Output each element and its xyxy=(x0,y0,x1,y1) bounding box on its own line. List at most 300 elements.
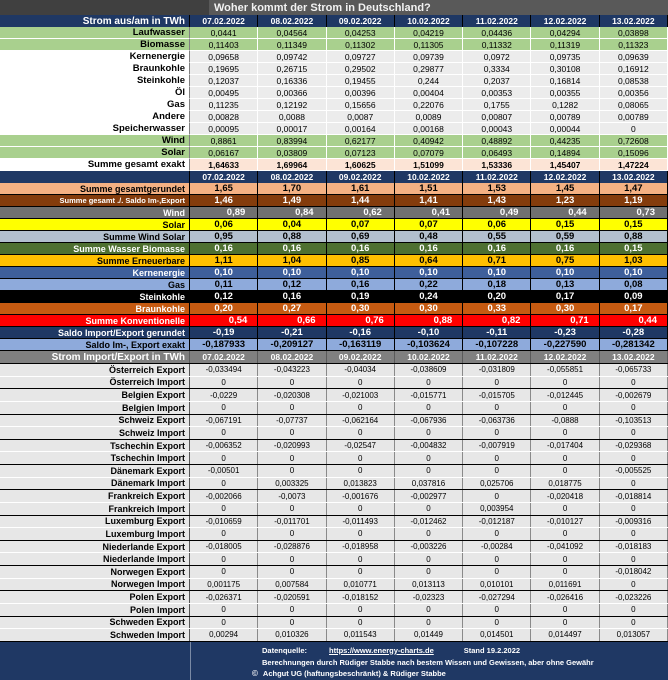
value-cell: -0,209127 xyxy=(258,339,326,351)
value-cell: 0,16 xyxy=(258,291,326,303)
value-cell: -0,10 xyxy=(395,327,463,339)
value-cell: 1,70 xyxy=(258,183,326,195)
row-label: Schweden Import xyxy=(0,629,190,641)
table-row xyxy=(0,63,668,75)
value-cell: 0 xyxy=(600,617,668,629)
title-spacer xyxy=(0,0,209,15)
value-cell: 0 xyxy=(258,402,326,414)
value-cell: 1,45407 xyxy=(531,159,599,171)
row-label: Speicherwasser xyxy=(0,123,190,135)
value-cell: 0,12192 xyxy=(258,99,326,111)
value-cell: 1,65 xyxy=(190,183,258,195)
date-header-cell: 11.02.2022 xyxy=(463,15,531,27)
date-header-cell: 07.02.2022 xyxy=(190,171,258,183)
value-cell: 0,010101 xyxy=(463,579,531,591)
value-cell: 0,95 xyxy=(190,231,258,243)
date-header-cell: 09.02.2022 xyxy=(327,171,395,183)
value-cell: 0 xyxy=(531,452,599,464)
date-header-cell: 13.02.2022 xyxy=(600,171,668,183)
value-cell: 0,09739 xyxy=(395,51,463,63)
value-cell: -0,04034 xyxy=(327,364,395,376)
date-header-cell: 12.02.2022 xyxy=(531,171,599,183)
value-cell: 0 xyxy=(190,377,258,389)
row-label: Summe Konventionelle xyxy=(0,315,190,327)
footer-copyright-line xyxy=(252,669,446,678)
value-cell: 0,018775 xyxy=(531,478,599,490)
value-cell: 0 xyxy=(190,503,258,515)
date-header-cell: 13.02.2022 xyxy=(600,15,668,27)
table-row xyxy=(0,339,668,351)
value-cell: 0 xyxy=(395,427,463,439)
production-header-row xyxy=(0,15,668,27)
value-cell: 0,11235 xyxy=(190,99,258,111)
value-cell: 0,07079 xyxy=(395,147,463,159)
value-cell: 0,11323 xyxy=(600,39,668,51)
value-cell: -0,002066 xyxy=(190,490,258,502)
value-cell: 0,44 xyxy=(531,207,599,219)
value-cell: 0,00095 xyxy=(190,123,258,135)
value-cell: 0,03898 xyxy=(600,27,668,39)
value-cell: 0,001175 xyxy=(190,579,258,591)
value-cell: 0 xyxy=(190,402,258,414)
value-cell: 0,00355 xyxy=(531,87,599,99)
value-cell: -0,107228 xyxy=(463,339,531,351)
value-cell: 0,01449 xyxy=(395,629,463,641)
value-cell: 0 xyxy=(258,566,326,578)
value-cell: -0,02323 xyxy=(395,591,463,603)
value-cell: 0,71 xyxy=(463,255,531,267)
value-cell: 0,10 xyxy=(258,267,326,279)
value-cell: 0,06 xyxy=(190,219,258,231)
value-cell: 1,61 xyxy=(327,183,395,195)
value-cell: 0 xyxy=(463,427,531,439)
value-cell: 0,00366 xyxy=(258,87,326,99)
table-row xyxy=(0,603,668,616)
value-cell: -0,018814 xyxy=(600,490,668,502)
value-cell: 0 xyxy=(600,604,668,616)
value-cell: 0,00168 xyxy=(395,123,463,135)
row-label: Kernenergie xyxy=(0,51,190,63)
value-cell: 0,011691 xyxy=(531,579,599,591)
value-cell: 0,244 xyxy=(395,75,463,87)
date-header-cell: 10.02.2022 xyxy=(395,15,463,27)
value-cell: 0,11319 xyxy=(531,39,599,51)
value-cell: 0,06493 xyxy=(463,147,531,159)
row-label: Tschechin Export xyxy=(0,440,190,452)
value-cell: 0,15 xyxy=(531,219,599,231)
value-cell: 0,64 xyxy=(395,255,463,267)
value-cell: 0,025706 xyxy=(463,478,531,490)
value-cell: 0,62177 xyxy=(327,135,395,147)
value-cell: 0,22 xyxy=(395,279,463,291)
value-cell: 0,27 xyxy=(258,303,326,315)
value-cell: -0,187933 xyxy=(190,339,258,351)
value-cell: 0,89 xyxy=(190,207,258,219)
table-row xyxy=(0,451,668,464)
value-cell: 0 xyxy=(327,566,395,578)
value-cell: 0,84 xyxy=(258,207,326,219)
table-row xyxy=(0,75,668,87)
value-cell: -0,067936 xyxy=(395,415,463,427)
value-cell: 0,037816 xyxy=(395,478,463,490)
date-header-cell: 11.02.2022 xyxy=(463,351,531,363)
date-header-cell: 12.02.2022 xyxy=(531,351,599,363)
table-row xyxy=(0,464,668,477)
value-cell: 1,51099 xyxy=(395,159,463,171)
value-cell: 0,07 xyxy=(327,219,395,231)
value-cell: -0,0888 xyxy=(531,415,599,427)
row-label: Tschechin Import xyxy=(0,452,190,464)
value-cell: 0,07 xyxy=(395,219,463,231)
value-cell: 1,53 xyxy=(463,183,531,195)
value-cell: 0 xyxy=(531,503,599,515)
value-cell: 0,30 xyxy=(531,303,599,315)
date-header-cell: 07.02.2022 xyxy=(190,15,258,27)
value-cell: 0 xyxy=(600,478,668,490)
value-cell: 0,14894 xyxy=(531,147,599,159)
value-cell: -0,103513 xyxy=(600,415,668,427)
date-header-cell: 08.02.2022 xyxy=(258,351,326,363)
value-cell: 0,00044 xyxy=(531,123,599,135)
table-row xyxy=(0,87,668,99)
value-cell: -0,015771 xyxy=(395,389,463,401)
value-cell: 1,69964 xyxy=(258,159,326,171)
value-cell: 0,8861 xyxy=(190,135,258,147)
value-cell: 0,00789 xyxy=(531,111,599,123)
value-cell: 0,003954 xyxy=(463,503,531,515)
row-label: Braunkohle xyxy=(0,303,190,315)
table-row xyxy=(0,401,668,414)
value-cell: 0,72608 xyxy=(600,135,668,147)
value-cell: 0 xyxy=(190,452,258,464)
value-cell: 0,1755 xyxy=(463,99,531,111)
value-cell: 0,15 xyxy=(600,219,668,231)
value-cell: 0 xyxy=(327,465,395,477)
page-title: Woher kommt der Strom in Deutschland? xyxy=(209,0,668,15)
value-cell: 0 xyxy=(190,478,258,490)
value-cell: -0,227590 xyxy=(531,339,599,351)
value-cell: -0,16 xyxy=(327,327,395,339)
value-cell: 0 xyxy=(258,377,326,389)
value-cell: 0,11302 xyxy=(327,39,395,51)
value-cell: 0,16 xyxy=(258,243,326,255)
value-cell: 0,22076 xyxy=(395,99,463,111)
value-cell: 0 xyxy=(190,553,258,565)
value-cell: 0,00164 xyxy=(327,123,395,135)
value-cell: 0,30 xyxy=(327,303,395,315)
table-row xyxy=(0,159,668,171)
value-cell: -0,041092 xyxy=(531,541,599,553)
value-cell: 1,41 xyxy=(395,195,463,207)
value-cell: 0,71 xyxy=(531,315,599,327)
value-cell: 0,06 xyxy=(463,219,531,231)
value-cell: -0,28 xyxy=(600,327,668,339)
copyright-icon: © xyxy=(252,668,258,678)
value-cell: 0,00356 xyxy=(600,87,668,99)
value-cell: -0,033494 xyxy=(190,364,258,376)
value-cell: 0,04564 xyxy=(258,27,326,39)
production-table xyxy=(0,27,668,171)
value-cell: 0,66 xyxy=(258,315,326,327)
value-cell: -0,038609 xyxy=(395,364,463,376)
row-label: Österreich Import xyxy=(0,377,190,389)
value-cell: 0 xyxy=(395,402,463,414)
row-label: Solar xyxy=(0,147,190,159)
value-cell: 0,11305 xyxy=(395,39,463,51)
value-cell: 0,011543 xyxy=(327,629,395,641)
table-row xyxy=(0,231,668,243)
row-label: Luxemburg Import xyxy=(0,528,190,540)
value-cell: 0,19455 xyxy=(327,75,395,87)
value-cell: 0,0088 xyxy=(258,111,326,123)
row-label: Polen Export xyxy=(0,591,190,603)
value-cell: 1,46 xyxy=(190,195,258,207)
value-cell: 0,24 xyxy=(395,291,463,303)
table-row xyxy=(0,590,668,603)
value-cell: 0,44235 xyxy=(531,135,599,147)
row-label: Luxemburg Export xyxy=(0,516,190,528)
table-row xyxy=(0,439,668,452)
value-cell: -0,11 xyxy=(463,327,531,339)
value-cell: -0,031809 xyxy=(463,364,531,376)
value-cell: 0 xyxy=(190,617,258,629)
row-label: Summe gesamt ./. Saldo Im-,Export xyxy=(0,195,190,207)
value-cell: -0,027294 xyxy=(463,591,531,603)
value-cell: 0 xyxy=(327,402,395,414)
footer-source-line xyxy=(262,646,520,655)
value-cell: 0 xyxy=(463,465,531,477)
value-cell: -0,043223 xyxy=(258,364,326,376)
value-cell: -0,005525 xyxy=(600,465,668,477)
value-cell: 0,48892 xyxy=(463,135,531,147)
value-cell: 0 xyxy=(395,465,463,477)
value-cell: 0,00353 xyxy=(463,87,531,99)
summary-table xyxy=(0,183,668,351)
value-cell: -0,020308 xyxy=(258,389,326,401)
value-cell: 0 xyxy=(531,402,599,414)
date-header-cell: 11.02.2022 xyxy=(463,171,531,183)
date-header-cell: 09.02.2022 xyxy=(327,351,395,363)
row-label: Öl xyxy=(0,87,190,99)
value-cell: 0,09658 xyxy=(190,51,258,63)
table-row xyxy=(0,183,668,195)
value-cell: 0,03809 xyxy=(258,147,326,159)
value-cell: 0 xyxy=(327,553,395,565)
value-cell: 0,55 xyxy=(463,231,531,243)
value-cell: 0 xyxy=(463,452,531,464)
value-cell: -0,018183 xyxy=(600,541,668,553)
value-cell: 0 xyxy=(600,452,668,464)
datasource-link[interactable]: https://www.energy-charts.de xyxy=(329,645,434,655)
value-cell: 1,44 xyxy=(327,195,395,207)
row-label: Frankreich Export xyxy=(0,490,190,502)
value-cell: 0 xyxy=(600,553,668,565)
value-cell: -0,002679 xyxy=(600,389,668,401)
value-cell: -0,021003 xyxy=(327,389,395,401)
value-cell: 0,04253 xyxy=(327,27,395,39)
value-cell: 0 xyxy=(531,553,599,565)
table-row xyxy=(0,489,668,502)
value-cell: 0 xyxy=(327,528,395,540)
row-label: Summe Wind Solar xyxy=(0,231,190,243)
value-cell: 0 xyxy=(600,402,668,414)
value-cell: 0,00495 xyxy=(190,87,258,99)
value-cell: 0 xyxy=(531,604,599,616)
date-header-cell: 10.02.2022 xyxy=(395,171,463,183)
value-cell: 0 xyxy=(463,490,531,502)
value-cell: 0,20 xyxy=(463,291,531,303)
value-cell: 0,76 xyxy=(327,315,395,327)
value-cell: 0,1282 xyxy=(531,99,599,111)
value-cell: 0,0089 xyxy=(395,111,463,123)
row-label: Andere xyxy=(0,111,190,123)
value-cell: -0,012462 xyxy=(395,516,463,528)
row-label: Schweden Export xyxy=(0,617,190,629)
value-cell: 0,10 xyxy=(600,267,668,279)
value-cell: 0 xyxy=(463,566,531,578)
value-cell: 0,16814 xyxy=(531,75,599,87)
value-cell: 0,16 xyxy=(327,279,395,291)
value-cell: 0,85 xyxy=(327,255,395,267)
row-label: Wind xyxy=(0,135,190,147)
value-cell: 1,64633 xyxy=(190,159,258,171)
row-label: Frankreich Import xyxy=(0,503,190,515)
value-cell: -0,002977 xyxy=(395,490,463,502)
value-cell: 0,26715 xyxy=(258,63,326,75)
value-cell: 0,19695 xyxy=(190,63,258,75)
value-cell: 0 xyxy=(258,553,326,565)
value-cell: 0,11 xyxy=(190,279,258,291)
value-cell: 0,09727 xyxy=(327,51,395,63)
value-cell: -0,026371 xyxy=(190,591,258,603)
value-cell: -0,018042 xyxy=(600,566,668,578)
row-label: Niederlande Import xyxy=(0,553,190,565)
value-cell: -0,010659 xyxy=(190,516,258,528)
value-cell: 0,48 xyxy=(395,231,463,243)
value-cell: 0,0087 xyxy=(327,111,395,123)
value-cell: -0,103624 xyxy=(395,339,463,351)
value-cell: 0,04294 xyxy=(531,27,599,39)
value-cell: -0,067191 xyxy=(190,415,258,427)
value-cell: 0,10 xyxy=(395,267,463,279)
value-cell: 1,45 xyxy=(531,183,599,195)
table-row xyxy=(0,515,668,528)
value-cell: 1,04 xyxy=(258,255,326,267)
value-cell: -0,062164 xyxy=(327,415,395,427)
value-cell: 0 xyxy=(395,377,463,389)
value-cell: -0,015705 xyxy=(463,389,531,401)
value-cell: 0,00017 xyxy=(258,123,326,135)
value-cell: 0 xyxy=(395,452,463,464)
value-cell: 0 xyxy=(327,503,395,515)
value-cell: 1,47224 xyxy=(600,159,668,171)
value-cell: 0,08 xyxy=(600,279,668,291)
value-cell: 0,16 xyxy=(531,243,599,255)
section-header-label: Strom Import/Export in TWh xyxy=(0,351,190,363)
date-header-cell: 09.02.2022 xyxy=(327,15,395,27)
value-cell: -0,004832 xyxy=(395,440,463,452)
value-cell: 0,29877 xyxy=(395,63,463,75)
row-label: Gas xyxy=(0,279,190,291)
value-cell: -0,281342 xyxy=(600,339,668,351)
row-label: Biomasse xyxy=(0,39,190,51)
value-cell: 0,00396 xyxy=(327,87,395,99)
row-label: Schweiz Export xyxy=(0,415,190,427)
value-cell: 0,014501 xyxy=(463,629,531,641)
value-cell: 0,16912 xyxy=(600,63,668,75)
value-cell: 0 xyxy=(327,377,395,389)
table-row xyxy=(0,616,668,629)
value-cell: 0 xyxy=(258,604,326,616)
value-cell: 0,04436 xyxy=(463,27,531,39)
value-cell: 0,07123 xyxy=(327,147,395,159)
value-cell: 0,15656 xyxy=(327,99,395,111)
value-cell: 1,23 xyxy=(531,195,599,207)
table-row xyxy=(0,552,668,565)
value-cell: 0,82 xyxy=(463,315,531,327)
value-cell: 0 xyxy=(190,528,258,540)
value-cell: 0,003325 xyxy=(258,478,326,490)
value-cell: 0 xyxy=(463,377,531,389)
value-cell: -0,00501 xyxy=(190,465,258,477)
value-cell: 0 xyxy=(463,553,531,565)
value-cell: -0,012187 xyxy=(463,516,531,528)
value-cell: 0 xyxy=(190,566,258,578)
value-cell: 0 xyxy=(190,427,258,439)
value-cell: 0 xyxy=(531,377,599,389)
row-label: Norwegen Export xyxy=(0,566,190,578)
value-cell: -0,163119 xyxy=(327,339,395,351)
value-cell: -0,010127 xyxy=(531,516,599,528)
value-cell: 0,00404 xyxy=(395,87,463,99)
value-cell: -0,006352 xyxy=(190,440,258,452)
value-cell: 0,09 xyxy=(600,291,668,303)
row-label: Solar xyxy=(0,219,190,231)
table-row xyxy=(0,279,668,291)
datasource-label: Datenquelle: xyxy=(262,645,308,655)
value-cell: -0,028876 xyxy=(258,541,326,553)
value-cell: -0,001676 xyxy=(327,490,395,502)
value-cell: 0,41 xyxy=(395,207,463,219)
table-row xyxy=(0,27,668,39)
value-cell: -0,003226 xyxy=(395,541,463,553)
value-cell: 1,53336 xyxy=(463,159,531,171)
value-cell: -0,065733 xyxy=(600,364,668,376)
value-cell: 0,30108 xyxy=(531,63,599,75)
value-cell: -0,0229 xyxy=(190,389,258,401)
value-cell: -0,020591 xyxy=(258,591,326,603)
table-row xyxy=(0,414,668,427)
table-row xyxy=(0,255,668,267)
value-cell: 0,29502 xyxy=(327,63,395,75)
value-cell: 0 xyxy=(600,528,668,540)
table-row xyxy=(0,303,668,315)
value-cell: 0,15096 xyxy=(600,147,668,159)
value-cell: 0 xyxy=(258,452,326,464)
value-cell: 0,33 xyxy=(463,303,531,315)
table-row xyxy=(0,219,668,231)
value-cell: 0 xyxy=(600,123,668,135)
row-label: Niederlande Export xyxy=(0,541,190,553)
value-cell: 0,75 xyxy=(531,255,599,267)
value-cell: 0,15 xyxy=(600,243,668,255)
value-cell: -0,02547 xyxy=(327,440,395,452)
table-row xyxy=(0,99,668,111)
value-cell: -0,011493 xyxy=(327,516,395,528)
value-cell: 0 xyxy=(190,604,258,616)
date-header-cell: 08.02.2022 xyxy=(258,15,326,27)
table-row xyxy=(0,388,668,401)
